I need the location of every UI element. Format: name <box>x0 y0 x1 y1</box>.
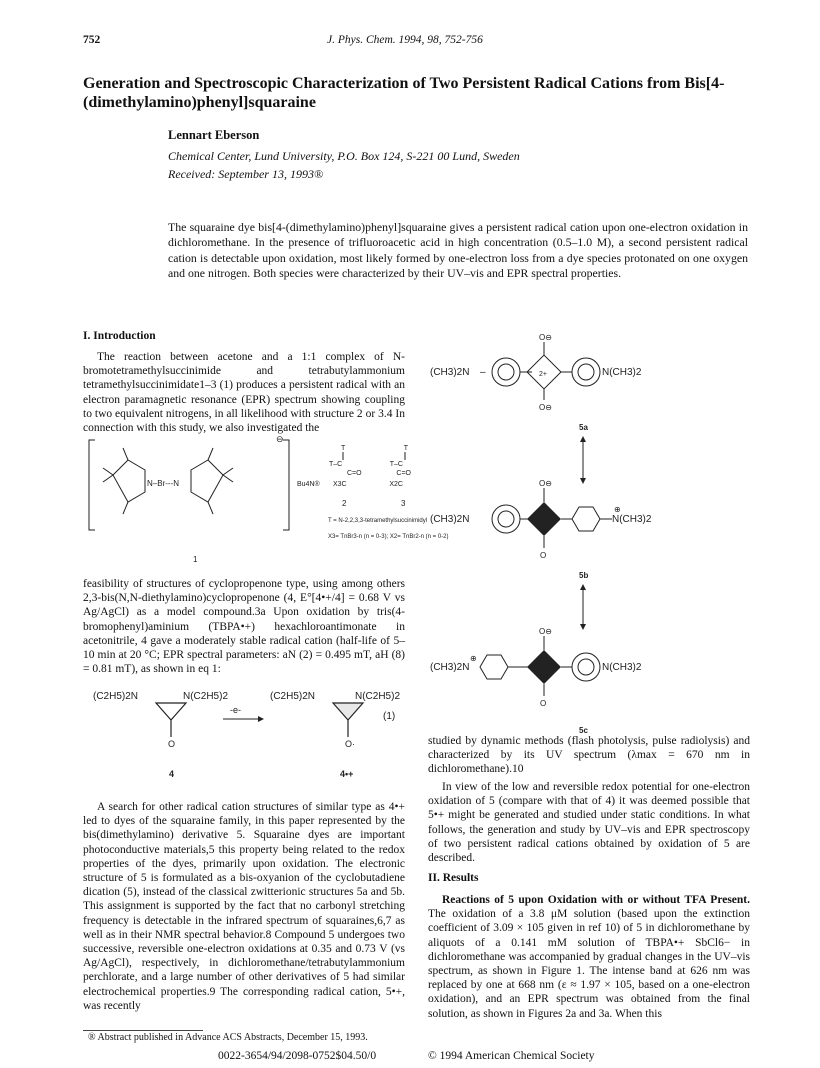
svg-text:X3C: X3C <box>333 481 347 488</box>
label-5c: 5c <box>579 726 588 735</box>
eq1-amine-right-2: N(C2H5)2 <box>355 691 401 702</box>
svg-text:N–Br---N: N–Br---N <box>147 479 179 488</box>
svg-text:O: O <box>168 739 176 749</box>
intro-para-3 <box>83 800 405 1013</box>
eq1-amine-left-2: (C2H5)2N <box>270 691 316 702</box>
author-name: Lennart Eberson <box>168 128 260 142</box>
svg-text:C=O: C=O <box>396 470 411 477</box>
t-definition: T = N-2,2,3,3-tetramethylsuccinimidyl <box>328 518 428 524</box>
journal-citation: J. Phys. Chem. 1994, 98, 752-756 <box>327 34 483 46</box>
svg-text:T–C: T–C <box>389 461 403 468</box>
received-date: Received: September 13, 1993® <box>168 167 324 181</box>
footer-copyright: © 1994 American Chemical Society <box>428 1050 595 1062</box>
svg-text:2+: 2+ <box>539 371 547 378</box>
svg-text:⊕: ⊕ <box>470 654 477 663</box>
bu4n-label: Bu4N® <box>297 481 320 488</box>
svg-text:O: O <box>540 699 547 708</box>
right-para-2-text: In view of the low and reversible redox potential for one-electron oxidation of 5 (compare with that of 4) it was deemed possible that 5•+ might be generated and studied under static conditions. In what follows, the generation and study by UV–vis and EPR spectroscopy of two persistent radical cations obtained by oxidation of 5 are described. <box>428 781 750 865</box>
eq1-arrow-label: -e- <box>230 705 241 715</box>
svg-text:O·: O· <box>345 739 355 749</box>
right-para-1 <box>428 734 750 777</box>
label-5a: 5a <box>579 423 588 432</box>
svg-text:O: O <box>540 551 547 560</box>
label-1: 1 <box>193 555 198 564</box>
equation-1 <box>83 685 413 785</box>
intro-heading: I. Introduction <box>83 330 156 342</box>
5a-nme2-right: N(CH3)2 <box>602 367 642 378</box>
footnote-rule <box>83 1030 203 1031</box>
x-definition: X3= TnBr3-n (n = 0-3); X2= TnBr2-n (n = 0-2) <box>328 534 449 540</box>
results-subheading: Reactions of 5 upon Oxidation with or without TFA Present. <box>442 894 750 906</box>
intro-para-3-text: A search for other radical cation structures of similar type as 4•+ led to dyes of the squaraine family, in this paper represented by the bis(dimethylamino) derivative 5. Squaraine dyes are important photoconductive materials,5 this property being related to the redox properties of the dyes, primarily upon oxidation. The electronic structure of 5 is formulated as a bis-oxyanion of the cyclobutadiene dication (5), instead of the classical zwitterionic structures 5a and 5b. This assignment is supported by the fact that no carbonyl stretching frequency is detectable in the infrared spectrum of squaraines,6,7 as well as in their NMR spectral behavior.8 Compound 5 undergoes two successive, reversible one-electron oxidations at 0.35 and 0.73 V (vs Ag/AgCl), respectively, in dichloromethane/tetrabutylammonium perchlorate, and a large number of other derivatives of 5 had similar electrochemical properties.9 The corresponding radical cation, 5•+, was recently <box>83 801 405 1012</box>
eq1-label-4: 4 <box>169 769 175 779</box>
abstract: The squaraine dye bis[4-(dimethylamino)phenyl]squaraine gives a persistent radical cation upon one-electron oxidation in dichloromethane. In the presence of trifluoroacetic acid in high concentration (0.5–1.0 M), a second persistent radical cation is detectable upon oxidation, most likely formed by one-electron loss from a dye species protonated on one oxygen and one nitrogen. Both species were characterized by their UV–vis and EPR spectral properties. <box>168 220 748 281</box>
svg-text:T–C: T–C <box>329 461 343 468</box>
resonance-scheme-5 <box>420 330 750 750</box>
scheme-structures-1-3 <box>83 420 449 570</box>
results-heading: II. Results <box>428 872 479 884</box>
5c-nme2-right: N(CH3)2 <box>602 662 642 673</box>
right-para-2 <box>428 780 750 865</box>
svg-text:–: – <box>480 367 486 378</box>
label-5b: 5b <box>579 571 589 580</box>
author-affiliation: Chemical Center, Lund University, P.O. Box 124, S-221 00 Lund, Sweden <box>168 149 520 163</box>
page-number: 752 <box>83 34 101 46</box>
right-para-1-text: studied by dynamic methods (flash photolysis, pulse radiolysis) and characterized by its UV spectrum (λmax = 670 nm in dichloromethane).10 <box>428 735 750 776</box>
svg-text:O⊖: O⊖ <box>539 403 552 412</box>
right-para-3-text: The oxidation of a 3.8 μM solution (based upon the extinction coefficient of 3.09 × 105 given in ref 10) of 5 in dichloromethane by aliquots of a 0.141 mM solution of TBPA•+ SbCl6− in dichloromethane was accompanied by gradual changes in the UV–vis spectrum, as shown in Figure 1. The intense band at 626 nm was replaced by one at 668 nm (ε ≈ 1.97 × 105, based on a one-electron oxidation), and an EPR spectrum was obtained from the final solution, as shown in Figures 2a and 3a. When this <box>428 908 750 1020</box>
5a-nme2-left: (CH3)2N <box>430 367 470 378</box>
eq1-amine-left: (C2H5)2N <box>93 691 139 702</box>
5c-nme2-left: (CH3)2N <box>430 662 470 673</box>
intro-para-1-text: The reaction between acetone and a 1:1 complex of N-bromotetramethylsuccinimide and tetrabutylammonium tetramethylsuccinimidate1–3 (1) produces a persistent radical with an electron paramagnetic resonance (EPR) spectrum showing coupling to two equivalent nitrogens, in all likelihood with structure 2 or 3.4 In connection with this study, we also investigated the <box>83 351 405 435</box>
5b-nme2-right: N(CH3)2 <box>612 514 652 525</box>
intro-para-2 <box>83 577 405 676</box>
svg-text:T: T <box>341 445 346 452</box>
svg-text:O⊖: O⊖ <box>539 333 552 342</box>
eq1-number: (1) <box>383 711 396 722</box>
eq1-amine-right: N(C2H5)2 <box>183 691 229 702</box>
footer-code: 0022-3654/94/2098-0752$04.50/0 <box>218 1050 377 1062</box>
article-title: Generation and Spectroscopic Characterization of Two Persistent Radical Cations from Bis[4-(dimethylamino)phenyl]squaraine <box>83 75 725 111</box>
intro-para-2-text: feasibility of structures of cyclopropenone type, using among others 2,3-bis(N,N-diethylamino)cyclopropenone (4, E°[4•+/4] = 0.68 V vs Ag/AgCl) as a model compound.3a Upon oxidation by tris(4-bromophenyl)aminium (TBPA•+) hexachloroantimonate in acetonitrile, 4 gave a moderately stable radical cation (half-life of 5–10 min at 20 °C; EPR spectral parameters: aN (2) = 0.495 mT, aH (8) = 0.81 mT), as shown in eq 1: <box>83 578 405 676</box>
label-3: 3 <box>401 499 406 508</box>
label-2: 2 <box>342 499 347 508</box>
svg-text:T: T <box>403 445 408 452</box>
svg-text:O⊖: O⊖ <box>539 627 552 636</box>
svg-text:⊕: ⊕ <box>614 505 621 514</box>
svg-text:C=O: C=O <box>347 470 362 477</box>
footnote: ® Abstract published in Advance ACS Abstracts, December 15, 1993. <box>88 1032 368 1043</box>
svg-text:O⊖: O⊖ <box>539 479 552 488</box>
eq1-label-4rc: 4•+ <box>340 769 354 779</box>
5b-nme2-left: (CH3)2N <box>430 514 470 525</box>
right-para-3 <box>428 893 750 1021</box>
svg-text:⊖: ⊖ <box>276 434 284 444</box>
svg-text:X2C: X2C <box>389 481 403 488</box>
